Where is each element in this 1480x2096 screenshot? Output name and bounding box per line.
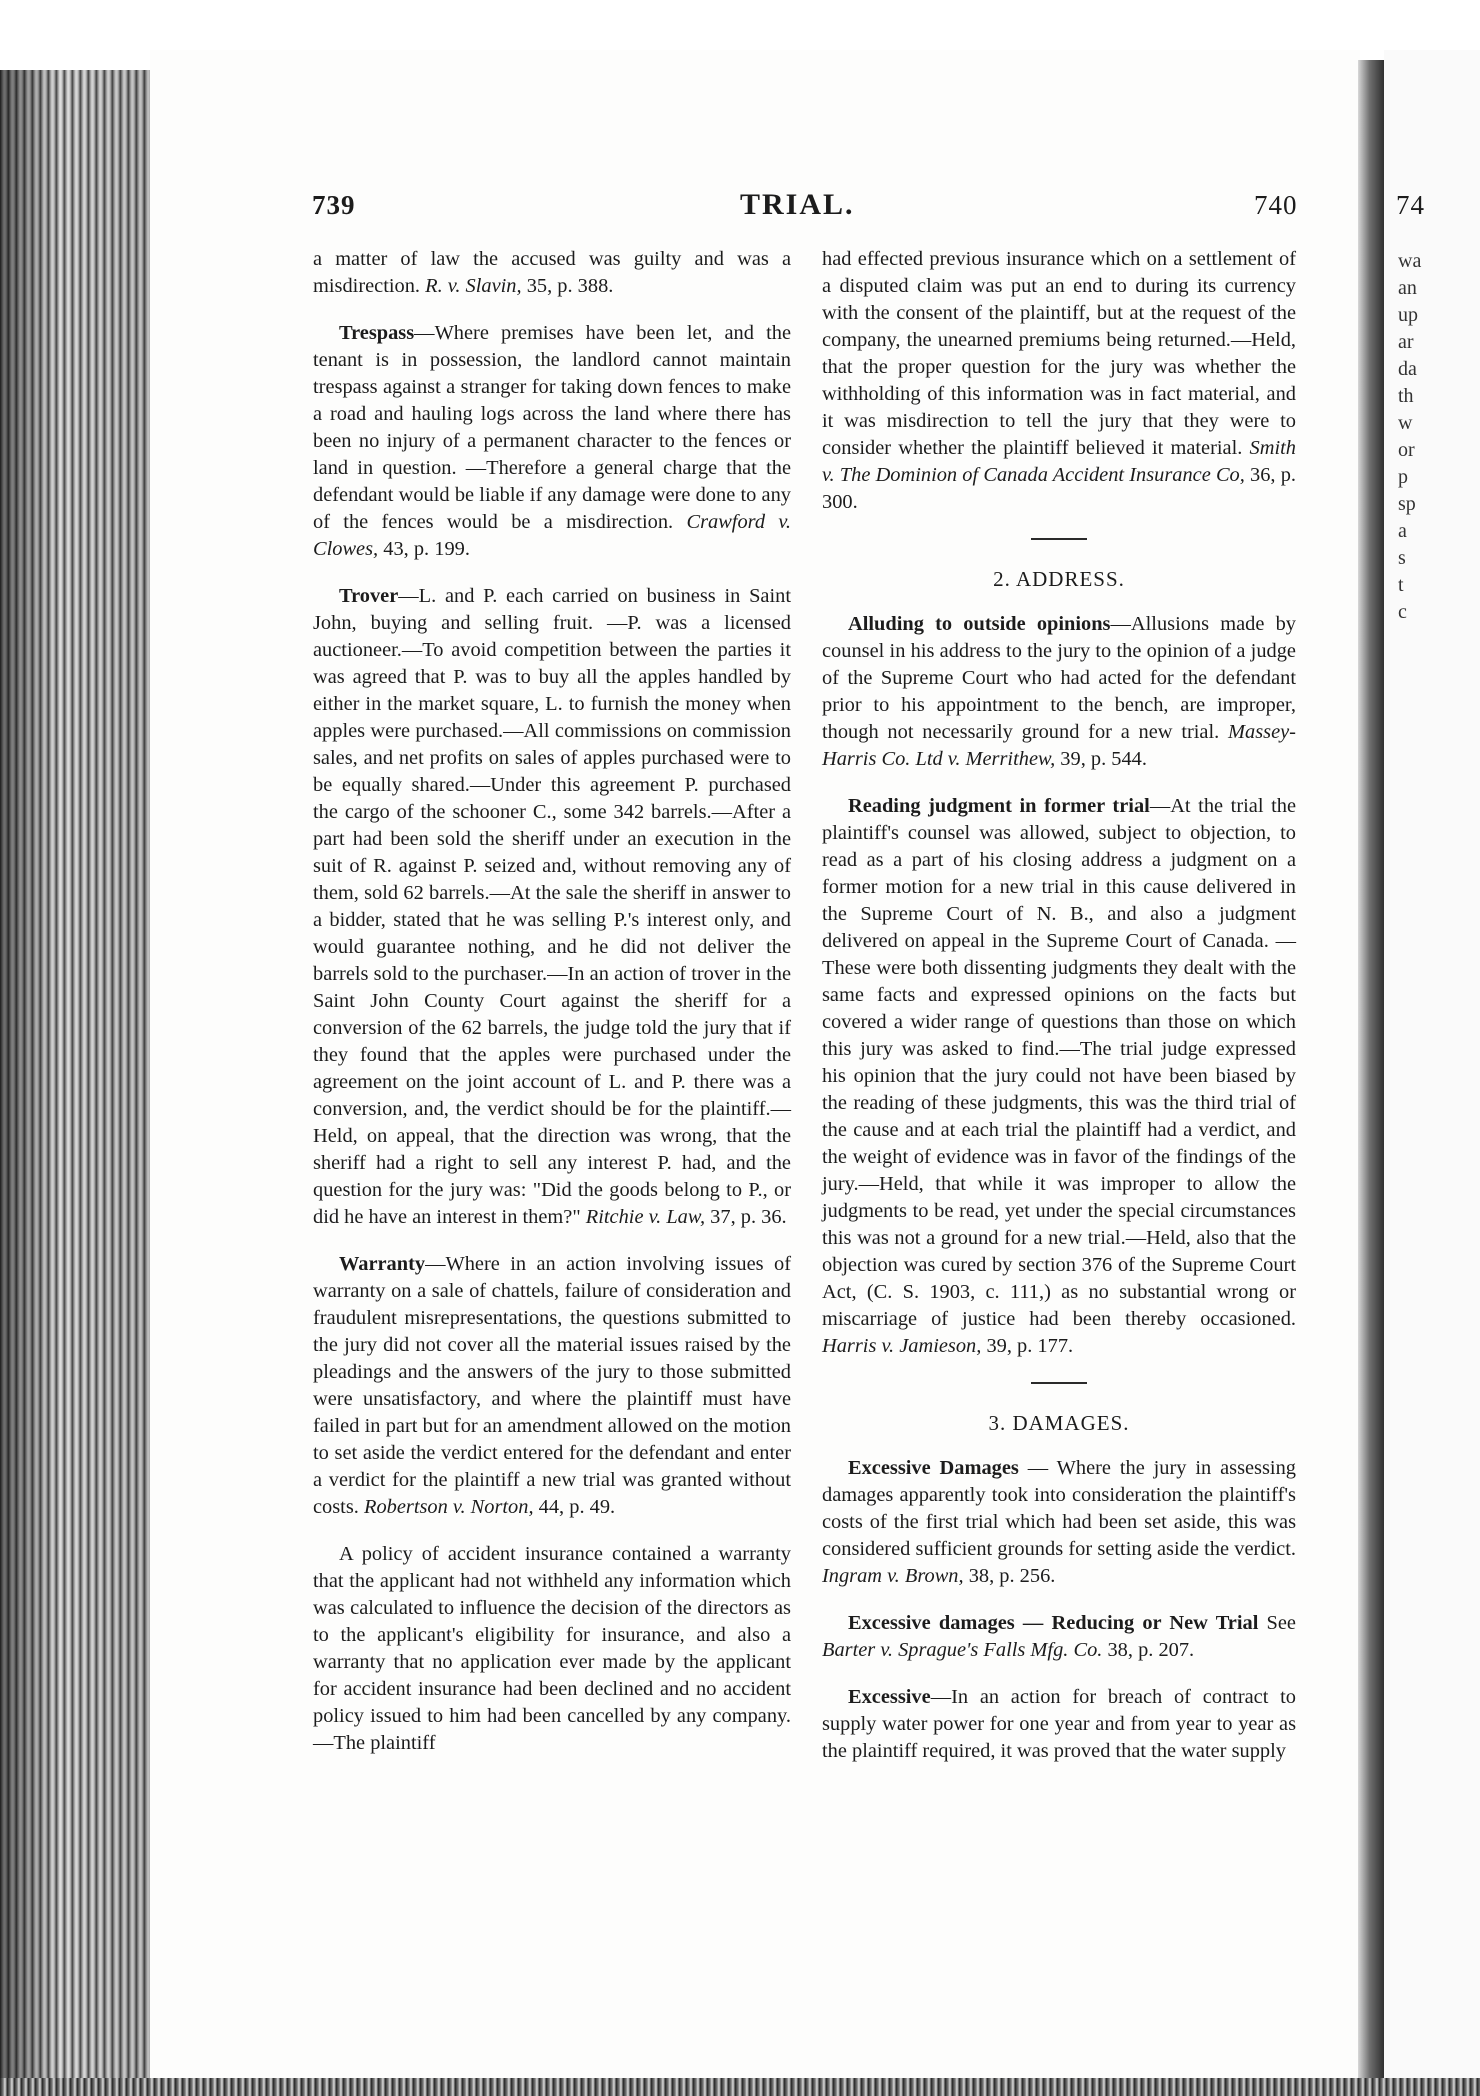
fragment-line: da (1398, 358, 1417, 380)
fragment-line: ar (1398, 331, 1414, 353)
book-page-edges-shadow (0, 70, 150, 2096)
page-number-right: 740 (1254, 190, 1298, 220)
entry-heading: Reading judgment in former trial (848, 795, 1150, 817)
entry-outside-opinions: Alluding to outside opinions—Allusions made by counsel in his address to the jury to the opinion of a judge of the Supreme Court who had acted for the defendant prior to his appointment to the bench, are improper, though not necessarily ground for a new trial. Massey-Harris Co. Ltd v. Merrithew, 39, p. 544. (822, 613, 1296, 770)
report-reference: 39, p. 544. (1060, 748, 1147, 770)
paragraph-accident-policy: A policy of accident insurance contained a warranty that the applicant had not withheld any information which was calculated to influence the decision of the directors as to the applicant's eligibility for insurance, and also a warranty that no application ever made by the applicant for accident insurance had been declined and no accident policy issued to him had been cancelled by any company.—The plaintiff (313, 1543, 791, 1754)
entry-warranty: Warranty—Where in an action involving issues of warranty on a sale of chattels, failure of consideration and fraudulent misrepresentations, the questions submitted to the jury did not cover all the material issues raised by the pleadings and the answers of the jury to those submitted were unsatisfactory, and where the plaintiff must have failed in part but for an amendment allowed on the motion to set aside the verdict entered for the defendant and enter a verdict for the plaintiff a new trial was granted without costs. Robertson v. Norton, 44, p. 49. (313, 1253, 791, 1518)
fragment-line: c (1398, 601, 1407, 623)
entry-trespass: Trespass—Where premises have been let, and the tenant is in possession, the landlord cannot maintain trespass against a stranger for taking down fences to make a road and hauling logs across the land where there has been no injury of a permanent character to the fences or land in question. —Therefore a general charge that the defendant would be liable if any damage were done to any of the fences would be a misdirection. Crawford v. Clowes, 43, p. 199. (313, 322, 791, 560)
case-citation: Barter v. Sprague's Falls Mfg. Co. (822, 1639, 1103, 1661)
case-citation: Smith v. The Dominion of Canada Accident Insurance Co, (822, 437, 1296, 486)
scan-top-margin (0, 0, 1480, 50)
report-reference: 36, p. 300. (822, 464, 1296, 513)
fragment-line: sp (1398, 493, 1416, 515)
report-reference: 44, p. 49. (538, 1496, 616, 1518)
entry-heading: Warranty (339, 1253, 426, 1275)
entry-heading: Trover (339, 585, 399, 607)
case-citation: Harris v. Jamieson, (822, 1335, 982, 1357)
entry-reading-judgment: Reading judgment in former trial—At the trial the plaintiff's counsel was allowed, subject to objection, to read as a part of his closing address a judgment on a former motion for a new trial in this cause delivered in the Supreme Court of N. B., and also a judgment delivered on appeal in the Supreme Court of Canada. —These were both dissenting judgments they dealt with the same facts and expressed opinions on the facts but covered a wider range of questions than those on which this jury was asked to find.—The trial judge expressed his opinion that the jury could not have been biased by the reading of these judgments, this was the third trial of the cause and at each trial the plaintiff had a verdict, and the weight of evidence was in favor of the findings of the jury.—Held, that while it was improper to allow the judgments to be read, yet under the special circumstances this was not a ground for a new trial.—Held, also that the objection was cured by section 376 of the Supreme Court Act, (C. S. 1903, c. 111,) as no substantial wrong or miscarriage of justice had been thereby occasioned. Harris v. Jamieson, 39, p. 177. (822, 795, 1296, 1357)
fragment-line: p (1398, 466, 1408, 488)
entry-trover: Trover—L. and P. each carried on business in Saint John, buying and selling fruit. —P. was a licensed auctioneer.—To avoid competition between the parties it was agreed that P. was to buy all the apples handled by either in the market square, L. to furnish the money when apples were purchased.—All commissions on commission sales, and net profits on sales of apples purchased were to be equally shared.—Under this agreement P. purchased the cargo of the schooner C., some 342 barrels.—After a part had been sold the sheriff under an execution in the suit of R. against P. seized and, without removing any of them, sold 62 barrels.—At the sale the sheriff in answer to a bidder, stated that he was selling P.'s interest only, and would guarantee nothing, and he did not deliver the barrels sold to the purchaser.—In an action of trover in the Saint John County Court against the sheriff for a conversion of the 62 barrels, the judge told the jury that if they found that the apples were purchased under the agreement on the joint account of L. and P. there was a conversion, and, the verdict should be for the plaintiff.—Held, on appeal, that the direction was wrong, that the sheriff had a right to sell any interest P. had, and the question for the jury was: "Did the goods belong to P., or did he have an interest in them?" Ritchie v. Law, 37, p. 36. (313, 585, 791, 1228)
section-divider (1031, 1382, 1087, 1384)
fragment-line: an (1398, 277, 1417, 299)
entry-heading: Excessive damages — Reducing or New Trial (848, 1612, 1259, 1634)
fragment-line: or (1398, 439, 1415, 461)
entry-reducing-new-trial: Excessive damages — Reducing or New Trial See Barter v. Sprague's Falls Mfg. Co. 38, p. 207. (822, 1612, 1296, 1661)
fragment-line: t (1398, 574, 1404, 596)
fragment-line: wa (1398, 250, 1422, 272)
section-heading-damages: 3. DAMAGES. (988, 1411, 1130, 1435)
case-citation: Ritchie v. Law, (585, 1206, 706, 1228)
running-head-title: TRIAL. (740, 188, 855, 221)
entry-heading: Excessive Damages (848, 1457, 1019, 1479)
entry-excessive-water-power: Excessive—In an action for breach of contract to supply water power for one year and from year to year as the plaintiff required, it was proved that the water supply (822, 1686, 1296, 1762)
case-citation: Massey-Harris Co. Ltd v. Merrithew, (822, 721, 1296, 770)
entry-heading: Alluding to outside opinions (848, 613, 1111, 635)
left-column (313, 246, 791, 1777)
report-reference: 39, p. 177. (986, 1335, 1074, 1357)
case-citation: Ingram v. Brown, (822, 1565, 964, 1587)
next-page-sliver (1384, 50, 1480, 2096)
report-reference: 37, p. 36. (710, 1206, 787, 1228)
paragraph-misdirection: a matter of law the accused was guilty and was a misdirection. R. v. Slavin, 35, p. 388. (313, 248, 791, 297)
right-column (822, 246, 1296, 1785)
page-number-left: 739 (312, 190, 356, 220)
fragment-line: up (1398, 304, 1418, 326)
fragment-line: a (1398, 520, 1407, 542)
scan-bottom-edge (0, 2078, 1480, 2096)
section-divider (1031, 538, 1087, 540)
fragment-line: th (1398, 385, 1414, 407)
case-citation: Crawford v. Clowes, (313, 511, 791, 560)
fragment-line: s (1398, 547, 1406, 569)
case-citation: R. v. Slavin, (425, 275, 522, 297)
next-page-number-fragment: 74 (1396, 190, 1425, 220)
report-reference: 43, p. 199. (383, 538, 470, 560)
case-citation: Robertson v. Norton, (364, 1496, 534, 1518)
report-reference: 38, p. 207. (1107, 1639, 1195, 1661)
entry-heading: Excessive (848, 1686, 931, 1708)
entry-excessive-damages: Excessive Damages — Where the jury in assessing damages apparently took into consideration the plaintiff's costs of the first trial which had been set aside, this was considered sufficient grounds for setting aside the verdict. Ingram v. Brown, 38, p. 256. (822, 1457, 1296, 1587)
book-gutter (1358, 60, 1384, 2096)
paragraph-continuation: had effected previous insurance which on a settlement of a disputed claim was put an end to during its currency with the consent of the plaintiff, but at the request of the company, the unearned premiums being returned.—Held, that the proper question for the jury was whether the withholding of this information was in fact material, and it was misdirection to tell the jury that they were to consider whether the plaintiff believed it material. Smith v. The Dominion of Canada Accident Insurance Co, 36, p. 300. (822, 248, 1296, 513)
fragment-line: w (1398, 412, 1413, 434)
report-reference: 35, p. 388. (526, 275, 614, 297)
section-heading-address: 2. ADDRESS. (993, 567, 1125, 591)
report-reference: 38, p. 256. (968, 1565, 1056, 1587)
entry-heading: Trespass (339, 322, 415, 344)
